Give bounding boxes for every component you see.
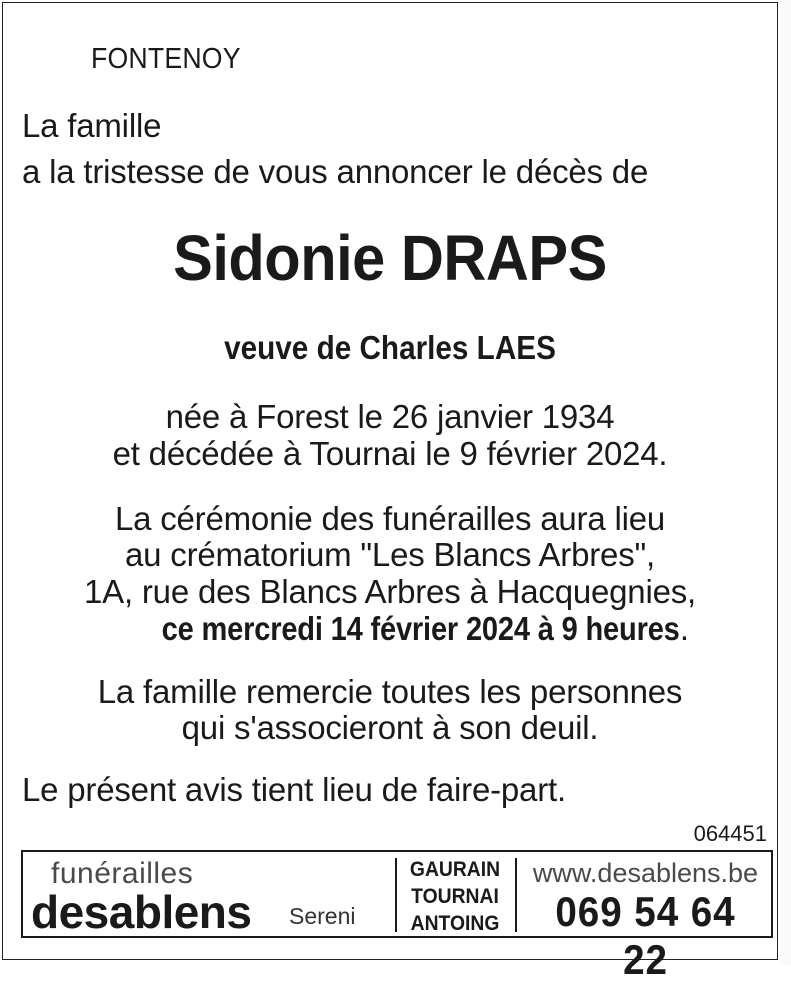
death-line: et décédée à Tournai le 9 février 2024.: [112, 435, 668, 472]
divider: [515, 858, 517, 932]
ceremony-line-3: 1A, rue des Blancs Arbres à Hacquegnies,: [83, 573, 697, 610]
thanks-line-2: qui s'associeront à son deuil.: [181, 709, 599, 746]
place-name: FONTENOY: [91, 43, 241, 75]
spouse-line: veuve de Charles LAES: [224, 329, 556, 366]
page-edge-strip: [780, 0, 791, 965]
obituary-notice: [2, 2, 778, 960]
reference-number: 064451: [693, 821, 767, 846]
town-tournai: TOURNAI: [411, 885, 499, 908]
brand-logo: desablens: [31, 886, 252, 938]
thanks-line-1: La famille remercie toutes les personnes: [97, 673, 683, 710]
ceremony-datetime: [3, 610, 777, 648]
town-antoing: ANTOING: [410, 912, 500, 935]
intro-line-1: La famille: [22, 107, 162, 144]
divider: [395, 858, 397, 932]
town-gaurain: GAURAIN: [409, 858, 501, 881]
ceremony-line-1: La cérémonie des funérailles aura lieu: [114, 500, 666, 537]
brand-tagline: funérailles: [51, 857, 194, 890]
funeral-home-banner: [21, 850, 773, 983]
deceased-name: Sidonie DRAPS: [173, 222, 607, 294]
phone-number[interactable]: 069 54 64 22: [555, 888, 736, 983]
ceremony-when: ce mercredi 14 février 2024 à 9 heures: [161, 610, 680, 647]
ceremony-period: .: [679, 610, 689, 647]
birth-line: née à Forest le 26 janvier 1934: [165, 398, 615, 435]
town-list: [403, 856, 506, 937]
ceremony-line-2: au crématorium "Les Blancs Arbres",: [125, 536, 655, 573]
brand-sub: Sereni: [289, 903, 356, 929]
intro-line-2: a la tristesse de vous annoncer le décès de: [22, 153, 649, 190]
closing-line: Le présent avis tient lieu de faire-part.: [22, 771, 566, 808]
website-link[interactable]: www.desablens.be: [532, 858, 759, 888]
